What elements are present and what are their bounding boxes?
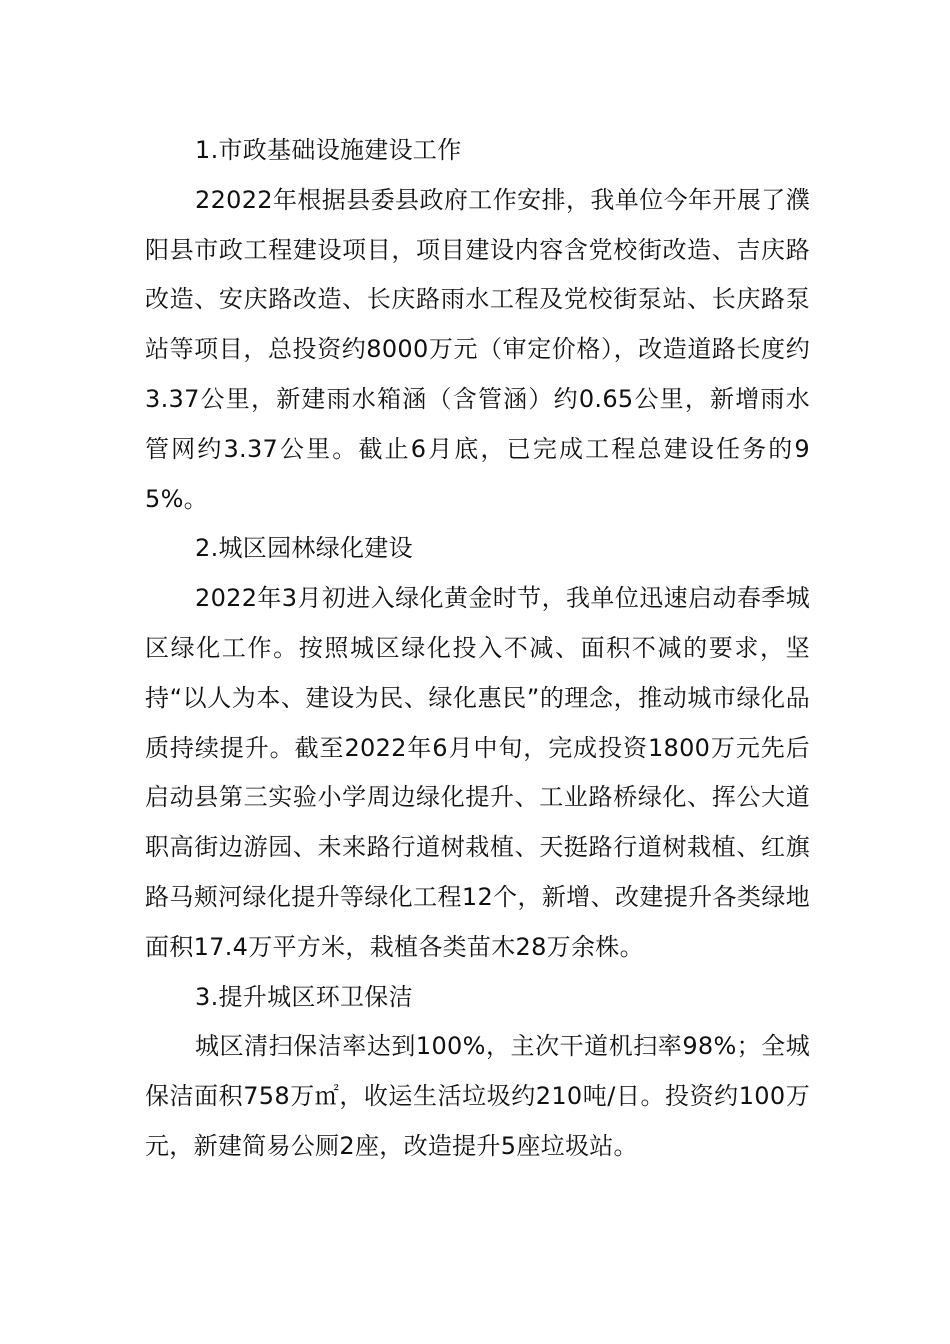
document-body [145, 126, 810, 1172]
section-paragraph-1: 22022年根据县委县政府工作安排，我单位今年开展了濮阳县市政工程建设项目，项目建设内容含党校街改造、吉庆路改造、安庆路改造、长庆路雨水工程及党校街泵站、长庆路泵站等项目，总投资约8000万元（审定价格），改造道路长度约3.37公里，新建雨水箱涵（含管涵）约0.65公里，新增雨水管网约3.37公里。截止6月底，已完成工程总建设任务的95%。 [145, 185, 810, 513]
section-heading-3: 3.提升城区环卫保洁 [195, 982, 413, 1011]
section-heading-2: 2.城区园林绿化建设 [195, 534, 413, 563]
section-heading-1: 1.市政基础设施建设工作 [195, 136, 462, 164]
section-paragraph-3: 城区清扫保洁率达到100%，主次干道机扫率98%；全城保洁面积758万㎡，收运生活垃圾约210吨/日。投资约100万元，新建简易公厕2座，改造提升5座垃圾站。 [145, 1032, 810, 1160]
section-paragraph-2: 2022年3月初进入绿化黄金时节，我单位迅速启动春季城区绿化工作。按照城区绿化投入不减、面积不减的要求，坚持“以人为本、建设为民、绿化惠民”的理念，推动城市绿化品质持续提升。截至2022年6月中旬，完成投资1800万元先后启动县第三实验小学周边绿化提升、工业路桥绿化、挥公大道职高街边游园、未来路行道树栽植、天挺路行道树栽植、红旗路马颊河绿化提升等绿化工程12个，新增、改建提升各类绿地面积17.4万平方米，栽植各类苗木28万余株。 [145, 584, 810, 961]
